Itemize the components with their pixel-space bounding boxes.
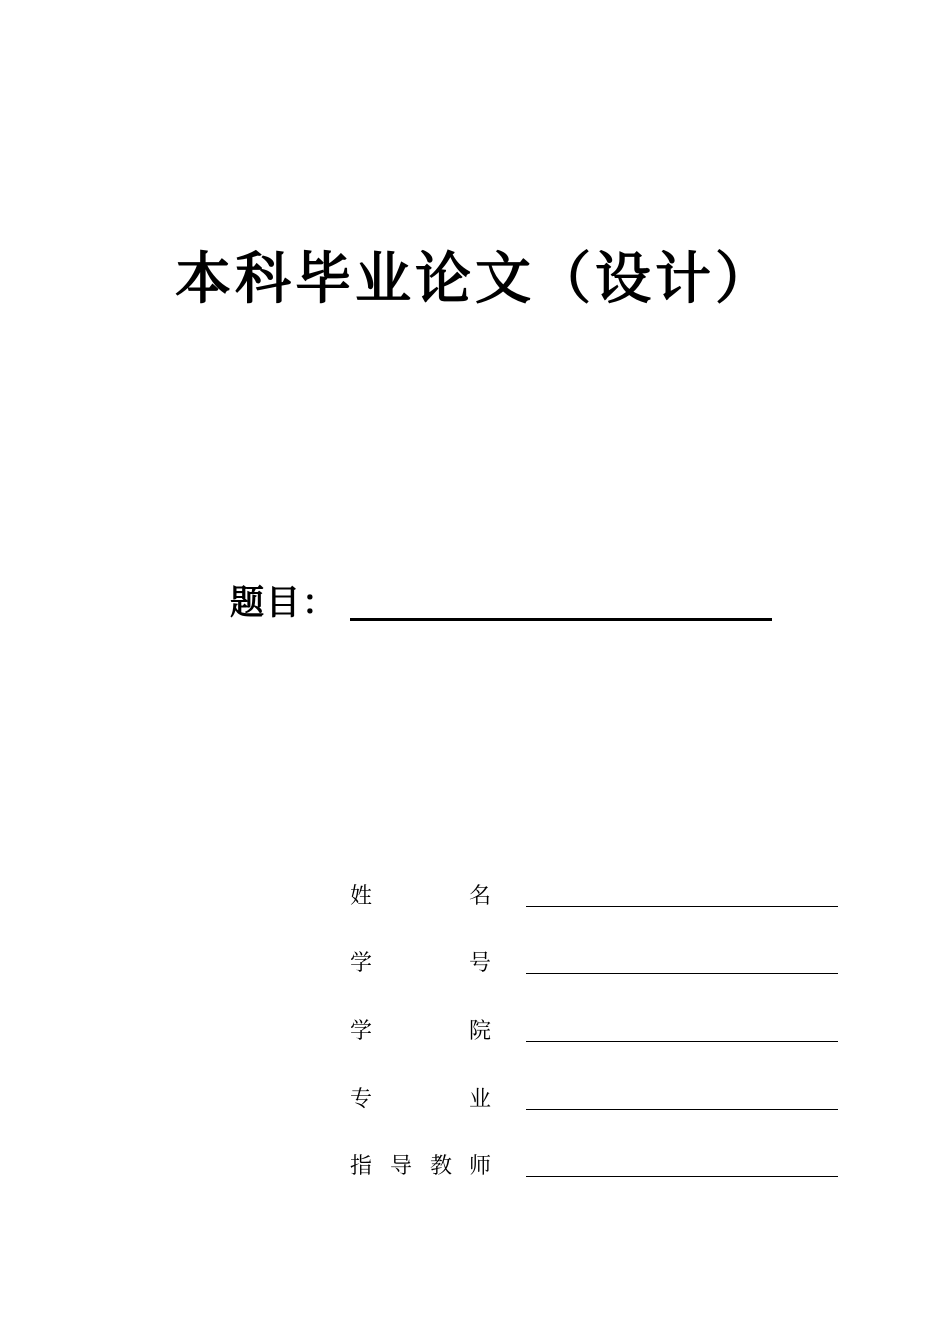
- label-char: 学: [350, 1019, 373, 1044]
- label-char: 师: [469, 1154, 492, 1179]
- field-label-student-id: [350, 946, 492, 982]
- field-label-advisor: [350, 1149, 492, 1185]
- label-char: 姓: [350, 884, 373, 909]
- label-char: 院: [469, 1019, 492, 1044]
- label-char: 专: [350, 1087, 373, 1112]
- field-label-college: [350, 1014, 492, 1050]
- label-char: 名: [469, 884, 492, 909]
- cover-title: 本科毕业论文（设计）: [175, 246, 775, 312]
- field-label-name: [350, 879, 492, 915]
- label-char: 业: [469, 1087, 492, 1112]
- field-row-name: [350, 879, 840, 915]
- label-char: 指: [350, 1154, 373, 1179]
- field-underline-name[interactable]: [526, 906, 838, 907]
- field-label-major: [350, 1082, 492, 1118]
- field-underline-college[interactable]: [526, 1041, 838, 1042]
- topic-underline[interactable]: [350, 618, 772, 621]
- field-underline-advisor[interactable]: [526, 1176, 838, 1177]
- field-row-major: [350, 1082, 840, 1118]
- topic-label: 题目：: [230, 583, 338, 623]
- label-char: 教: [430, 1154, 453, 1179]
- label-char: 导: [390, 1154, 413, 1179]
- field-underline-student-id[interactable]: [526, 973, 838, 974]
- field-row-advisor: [350, 1149, 840, 1185]
- field-row-college: [350, 1014, 840, 1050]
- label-char: 号: [469, 951, 492, 976]
- label-char: 学: [350, 951, 373, 976]
- field-underline-major[interactable]: [526, 1109, 838, 1110]
- field-row-student-id: [350, 946, 840, 982]
